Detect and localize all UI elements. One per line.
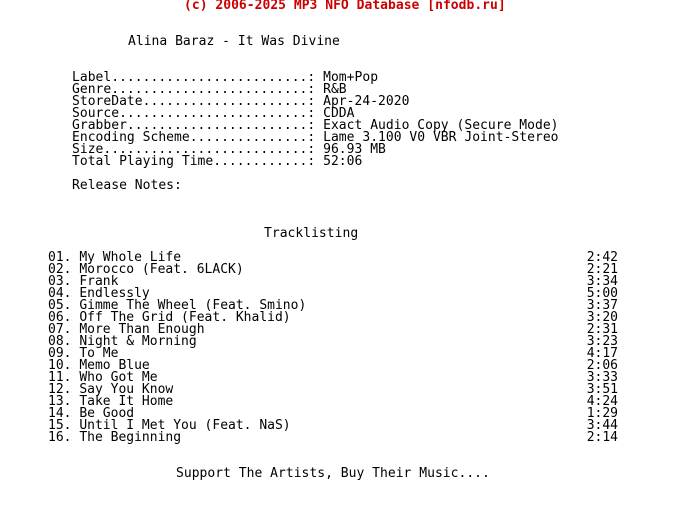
info-key: Grabber.......................: — [72, 118, 316, 133]
info-key: Total Playing Time............: — [72, 154, 316, 169]
track-title: To Me — [79, 346, 119, 361]
info-playing-time — [72, 156, 362, 168]
info-value: R&B — [323, 82, 347, 97]
track-number: 07. — [48, 322, 72, 337]
track-number: 16. — [48, 430, 72, 445]
track-duration: 3:51 — [586, 382, 618, 397]
track-number: 01. — [48, 250, 72, 265]
track-title: Gimme The Wheel (Feat. Smino) — [79, 298, 307, 313]
info-value: Mom+Pop — [323, 70, 379, 85]
track-title: Endlessly — [79, 286, 150, 301]
track-title: Say You Know — [79, 382, 174, 397]
track-number: 11. — [48, 370, 72, 385]
track-duration: 2:21 — [586, 262, 618, 277]
info-key: Size..........................: — [72, 142, 316, 157]
release-title: Alina Baraz - It Was Divine — [128, 34, 340, 49]
track-duration: 4:24 — [586, 394, 618, 409]
track-duration: 3:34 — [586, 274, 618, 289]
track-duration: 3:23 — [586, 334, 618, 349]
track-number: 15. — [48, 418, 72, 433]
track-duration: 3:37 — [586, 298, 618, 313]
track-number: 10. — [48, 358, 72, 373]
track-number: 04. — [48, 286, 72, 301]
track-number: 05. — [48, 298, 72, 313]
track-duration: 2:42 — [586, 250, 618, 265]
info-value: 96.93 MB — [323, 142, 386, 157]
info-value: Apr-24-2020 — [323, 94, 410, 109]
track-number: 13. — [48, 394, 72, 409]
track-number: 09. — [48, 346, 72, 361]
track-row — [48, 336, 618, 348]
info-key: Label.........................: — [72, 70, 316, 85]
info-key: Source........................: — [72, 106, 316, 121]
track-number: 02. — [48, 262, 72, 277]
track-row — [48, 432, 618, 444]
info-key: StoreDate.....................: — [72, 94, 316, 109]
info-value: 52:06 — [323, 154, 363, 169]
track-title: Off The Grid (Feat. Khalid) — [79, 310, 291, 325]
info-value: CDDA — [323, 106, 355, 121]
track-title: Night & Morning — [79, 334, 197, 349]
track-title: More Than Enough — [79, 322, 205, 337]
footer-text: Support The Artists, Buy Their Music.... — [176, 466, 490, 481]
track-title: Morocco (Feat. 6LACK) — [79, 262, 244, 277]
track-duration: 3:33 — [586, 370, 618, 385]
track-title: Take It Home — [79, 394, 174, 409]
track-number: 03. — [48, 274, 72, 289]
info-key: Genre.........................: — [72, 82, 316, 97]
track-title: Who Got Me — [79, 370, 158, 385]
info-value: Exact Audio Copy (Secure Mode) — [323, 118, 559, 133]
track-number: 08. — [48, 334, 72, 349]
track-title: The Beginning — [79, 430, 182, 445]
track-title: My Whole Life — [79, 250, 182, 265]
track-title: Be Good — [79, 406, 135, 421]
track-duration: 4:17 — [586, 346, 618, 361]
info-value: Lame 3.100 V0 VBR Joint-Stereo — [323, 130, 559, 145]
tracklist-heading: Tracklisting — [264, 226, 359, 241]
track-title: Until I Met You (Feat. NaS) — [79, 418, 291, 433]
track-title: Memo Blue — [79, 358, 150, 373]
info-key: Encoding Scheme...............: — [72, 130, 316, 145]
track-duration: 1:29 — [586, 406, 618, 421]
track-duration: 2:14 — [586, 430, 618, 445]
track-duration: 2:06 — [586, 358, 618, 373]
track-row — [48, 264, 618, 276]
site-header: (c) 2006-2025 MP3 NFO Database [nfodb.ru] — [184, 0, 506, 13]
track-title: Frank — [79, 274, 119, 289]
track-duration: 3:20 — [586, 310, 618, 325]
track-duration: 3:44 — [586, 418, 618, 433]
track-duration: 5:00 — [586, 286, 618, 301]
track-number: 14. — [48, 406, 72, 421]
release-notes-label: Release Notes: — [72, 178, 182, 193]
track-number: 12. — [48, 382, 72, 397]
track-duration: 2:31 — [586, 322, 618, 337]
track-number: 06. — [48, 310, 72, 325]
